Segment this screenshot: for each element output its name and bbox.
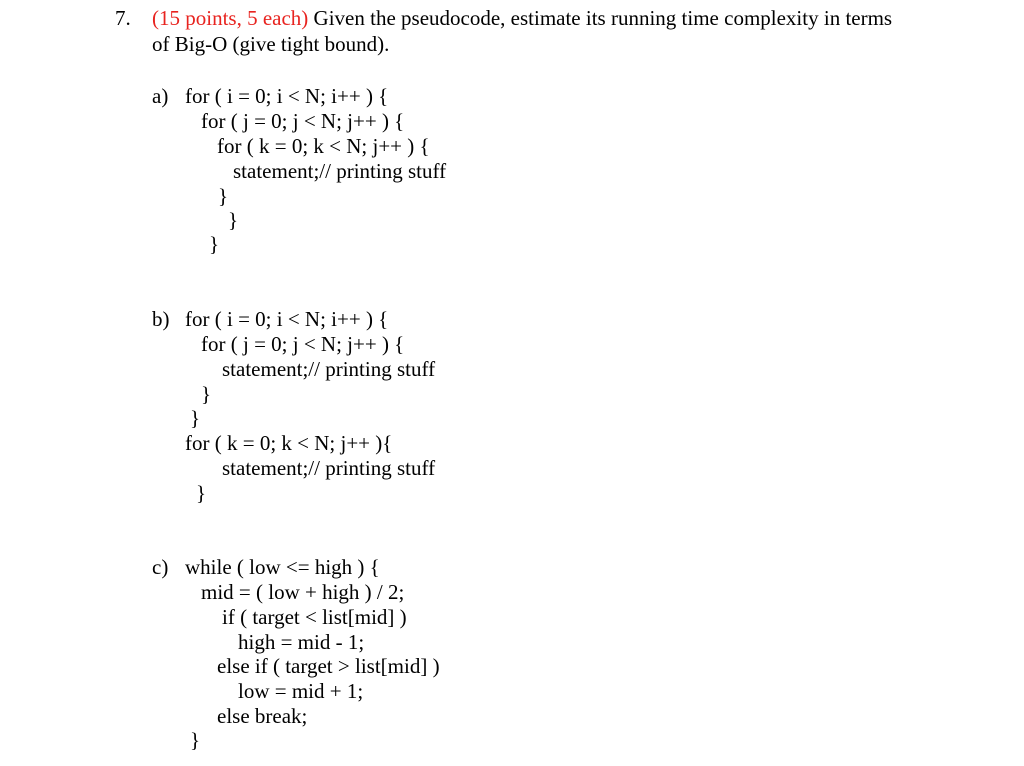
code-line: } [228,208,239,232]
code-line: } [196,481,207,505]
code-line: statement;// printing stuff [233,159,447,183]
prompt-text-line2: of Big-O (give tight bound). [152,32,390,56]
code-line: low = mid + 1; [238,679,364,703]
code-line: high = mid - 1; [238,630,365,654]
code-line: } [201,382,212,406]
code-line: } [209,232,220,256]
code-line: for ( k = 0; k < N; j++ ) { [217,134,430,158]
code-line: while ( low <= high ) { [185,555,380,579]
part-c-label: c) [152,555,169,579]
question-number: 7. [115,6,131,30]
question-prompt [152,6,892,30]
code-line: for ( i = 0; i < N; i++ ) { [185,307,389,331]
code-line: else break; [217,704,308,728]
code-line: mid = ( low + high ) / 2; [201,580,405,604]
code-line: statement;// printing stuff [222,456,436,480]
code-line: for ( j = 0; j < N; j++ ) { [201,332,405,356]
points-label: (15 points, 5 each) [152,6,309,30]
part-a-label: a) [152,84,169,108]
prompt-text: Given the pseudocode, estimate its running time complexity in terms [308,6,893,30]
code-line: for ( k = 0; k < N; j++ ){ [185,431,393,455]
code-line: } [218,184,229,208]
code-line: } [190,728,201,752]
code-line: if ( target < list[mid] ) [222,605,407,629]
code-line: else if ( target > list[mid] ) [217,654,440,678]
code-line: for ( i = 0; i < N; i++ ) { [185,84,389,108]
code-line: } [190,406,201,430]
code-line: for ( j = 0; j < N; j++ ) { [201,109,405,133]
code-line: statement;// printing stuff [222,357,436,381]
part-b-label: b) [152,307,170,331]
